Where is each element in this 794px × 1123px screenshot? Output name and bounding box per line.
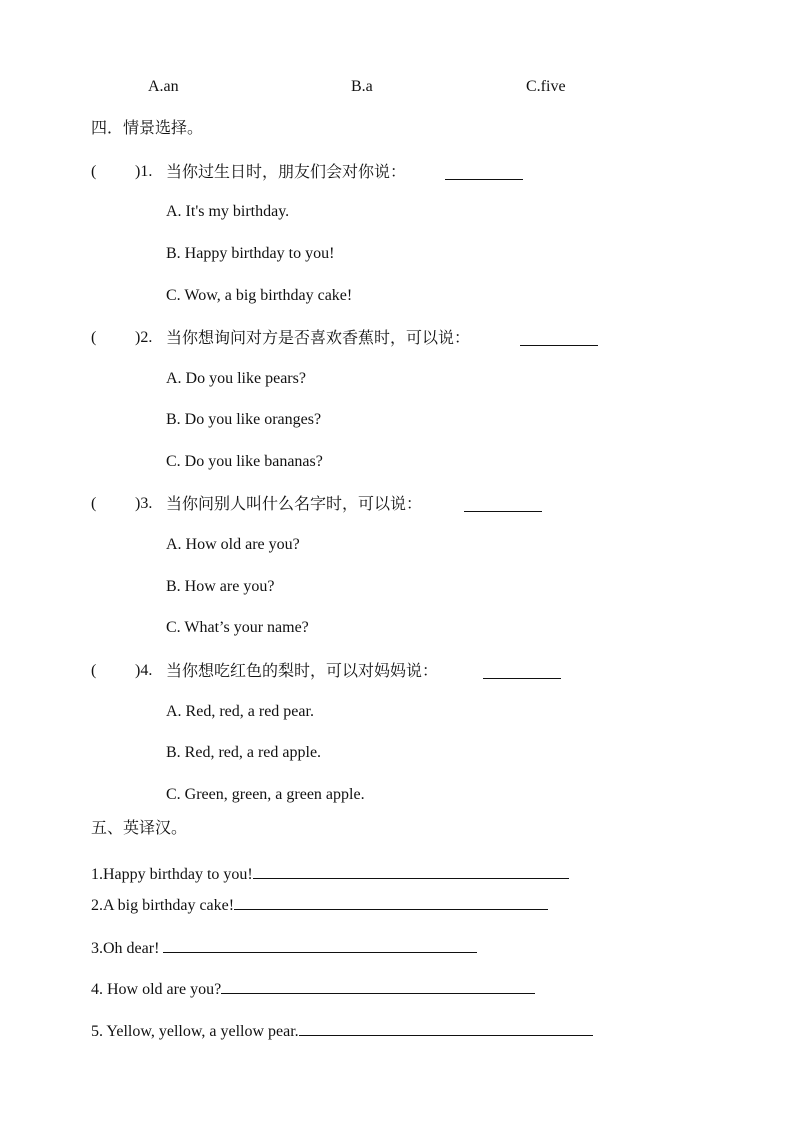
section4-heading: 四．情景选择。 [91,118,204,137]
question-2 [91,328,471,348]
translation-item-1 [91,863,569,885]
answer-blank[interactable] [483,663,561,679]
answer-paren-open: ( [91,329,97,346]
question-number: )1. [135,163,153,180]
translation-blank[interactable] [234,894,548,910]
translation-blank[interactable] [163,937,477,953]
translation-item-4 [91,978,535,1000]
question-prompt: 当你问别人叫什么名字时，可以说： [166,494,423,513]
translation-text: 4. How old are you? [91,981,222,998]
question-number: )3. [135,495,153,512]
section5-heading: 五、英译汉。 [91,818,188,837]
translation-item-2 [91,894,548,916]
q3-option-a: A. How old are you? [166,536,300,553]
question-number: )2. [135,329,153,346]
question-number: )4. [135,662,153,679]
translation-item-5 [91,1020,593,1042]
translation-text: 3.Oh dear! [91,940,164,957]
question-1 [91,162,407,182]
question-prompt: 当你过生日时，朋友们会对你说： [166,162,407,181]
translation-blank[interactable] [221,978,535,994]
q2-option-a: A. Do you like pears? [166,370,306,387]
translation-text: 5. Yellow, yellow, a yellow pear. [91,1023,299,1040]
top-option-a: A.an [148,78,179,95]
top-option-c: C.five [526,78,566,95]
q2-option-b: B. Do you like oranges? [166,411,322,428]
q3-option-c: C. What’s your name? [166,619,309,636]
translation-text: 2.A big birthday cake! [91,897,235,914]
q4-option-b: B. Red, red, a red apple. [166,744,322,761]
question-3 [91,494,423,514]
question-prompt: 当你想询问对方是否喜欢香蕉时，可以说： [166,328,471,347]
q4-option-c: C. Green, green, a green apple. [166,786,365,803]
answer-blank[interactable] [445,164,523,180]
q2-option-c: C. Do you like bananas? [166,453,323,470]
q3-option-b: B. How are you? [166,578,275,595]
answer-paren-open: ( [91,495,97,512]
answer-blank[interactable] [464,496,542,512]
question-prompt: 当你想吃红色的梨时，可以对妈妈说： [166,661,439,680]
translation-blank[interactable] [299,1020,593,1036]
answer-blank[interactable] [520,330,598,346]
q1-option-c: C. Wow, a big birthday cake! [166,287,353,304]
answer-paren-open: ( [91,662,97,679]
translation-item-3 [91,937,477,959]
top-option-b: B.a [351,78,373,95]
q4-option-a: A. Red, red, a red pear. [166,703,314,720]
question-4 [91,661,439,681]
q1-option-a: A. It's my birthday. [166,203,290,220]
answer-paren-open: ( [91,163,97,180]
translation-blank[interactable] [253,863,569,879]
q1-option-b: B. Happy birthday to you! [166,245,335,262]
translation-text: 1.Happy birthday to you! [91,866,253,883]
